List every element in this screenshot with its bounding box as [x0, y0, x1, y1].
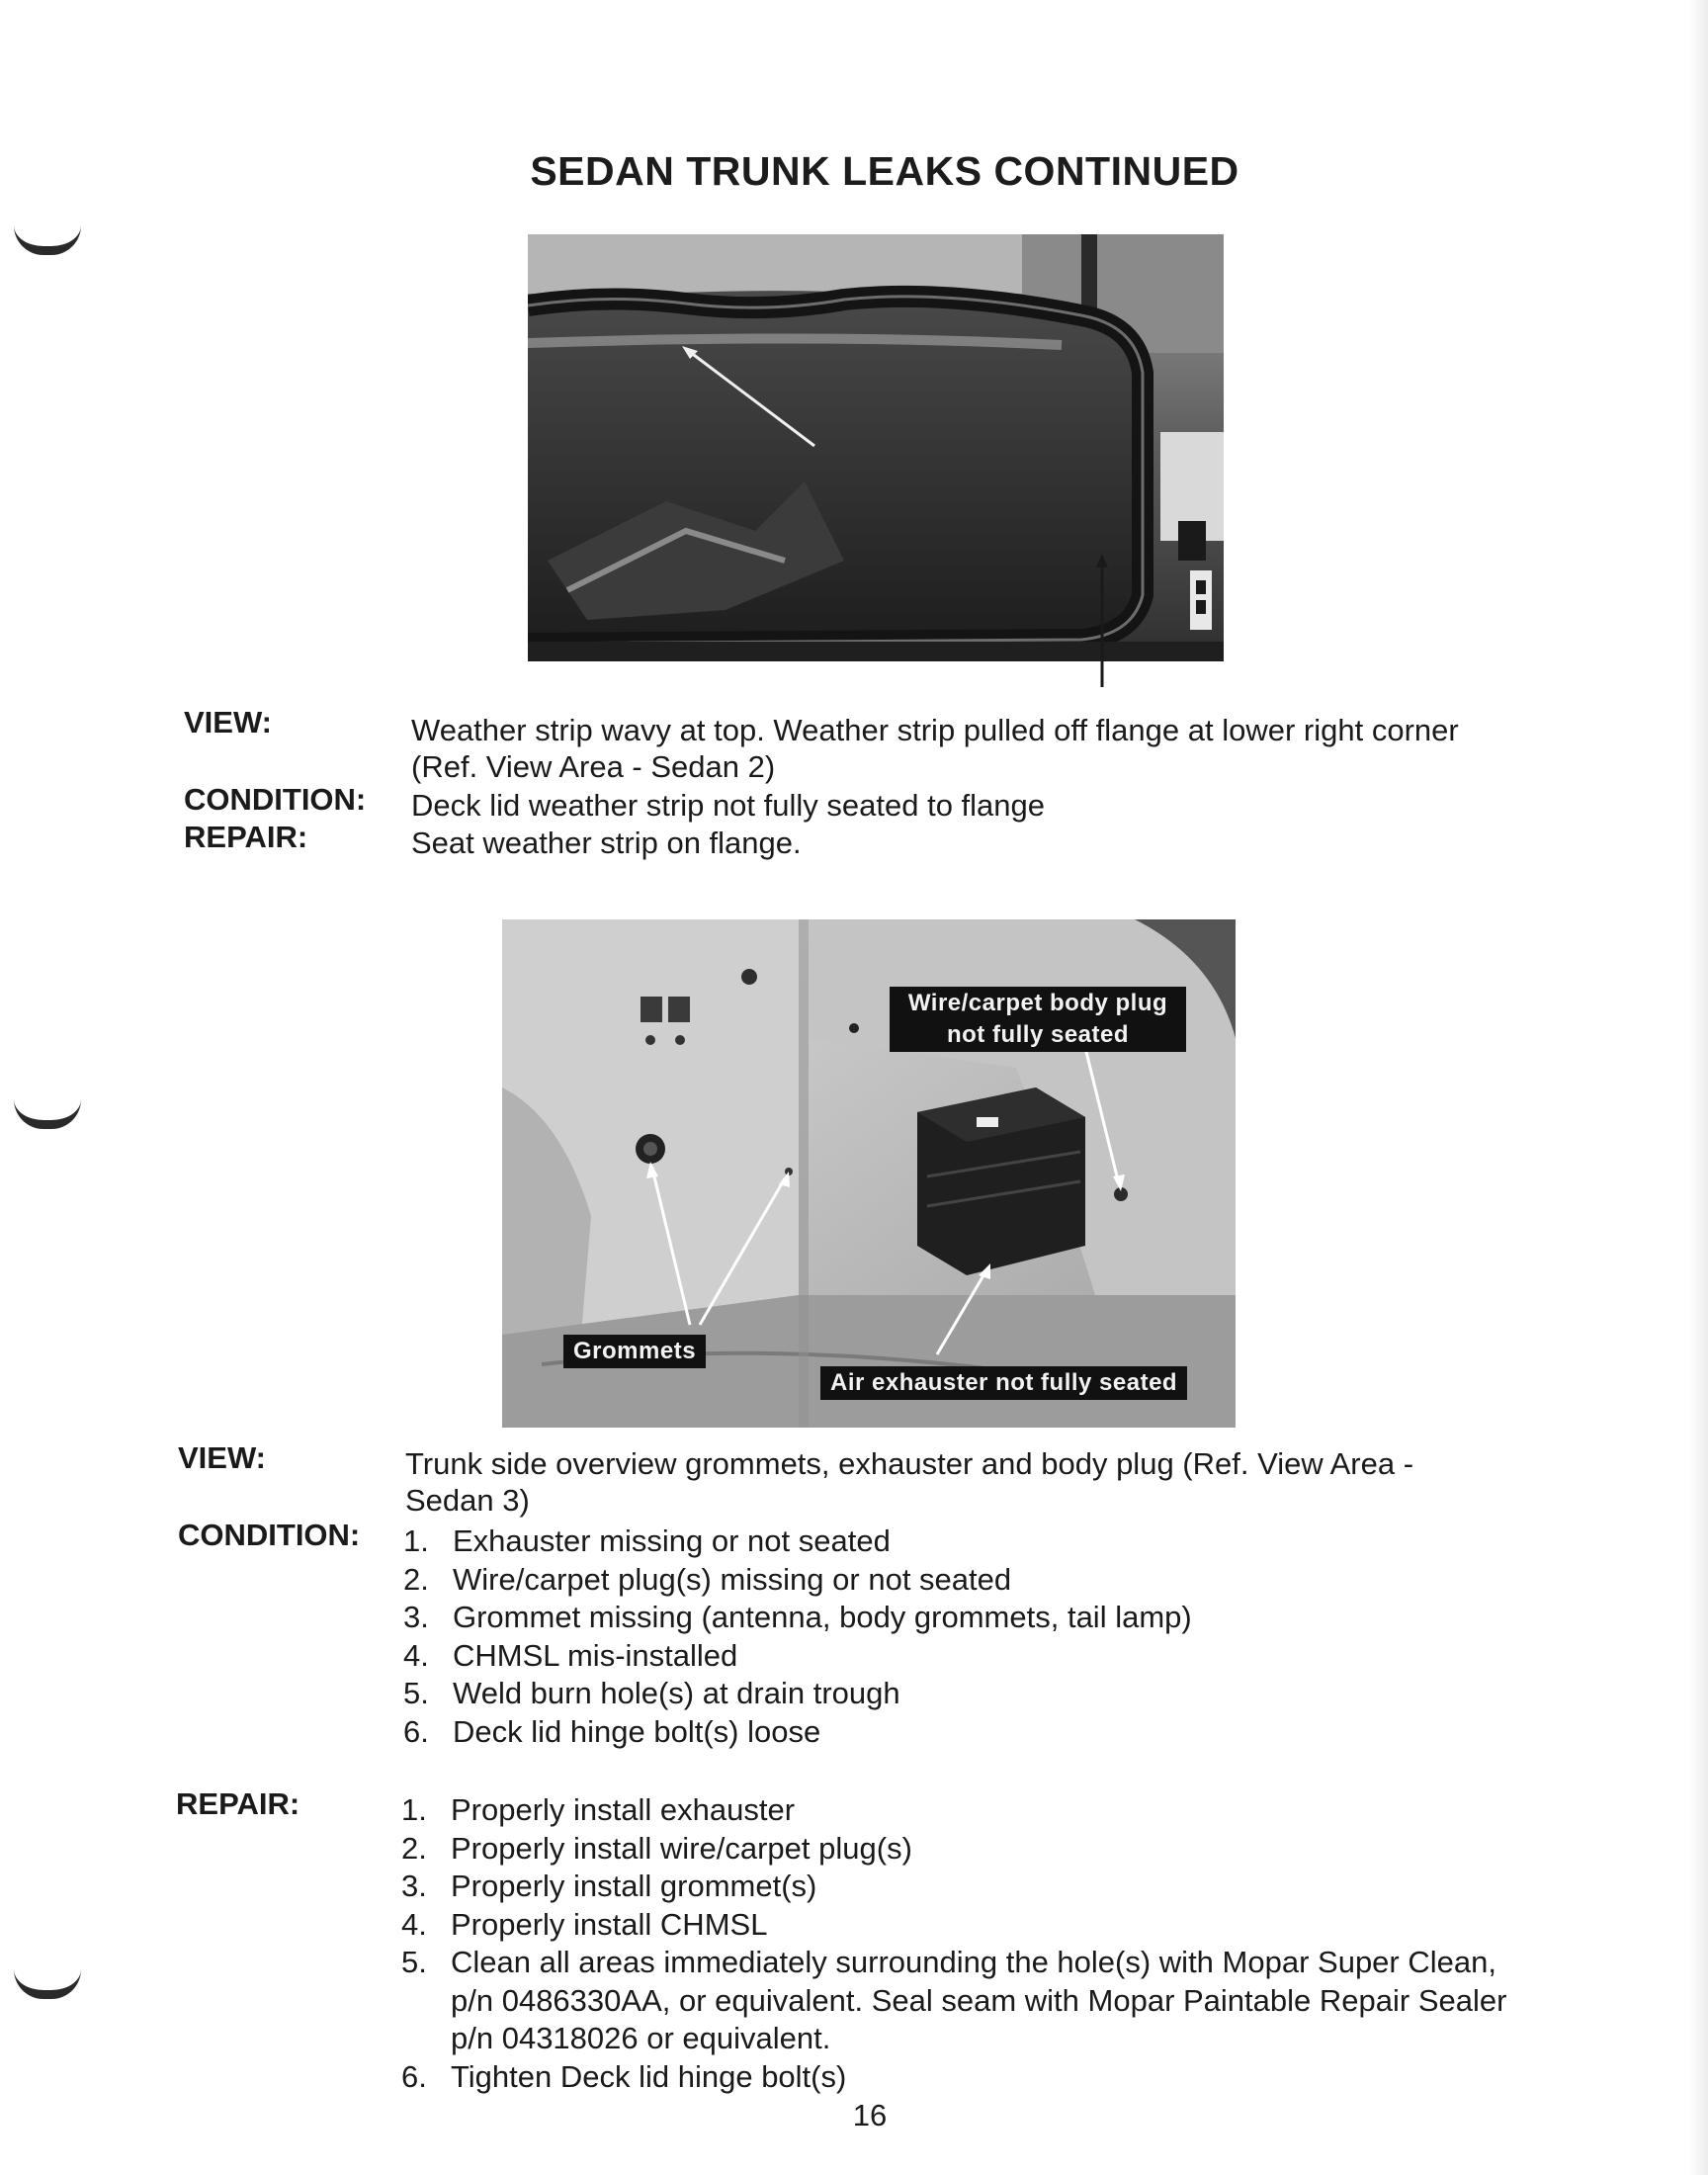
list-item: 6. Deck lid hinge bolt(s) loose	[403, 1713, 821, 1749]
repair-text: Seat weather strip on flange.	[411, 826, 802, 860]
callout-grommets: Grommets	[563, 1335, 706, 1368]
scan-edge-shadow	[1688, 0, 1708, 2175]
page-number: 16	[852, 2098, 888, 2132]
list-item: 6. Tighten Deck lid hinge bolt(s)	[401, 2058, 847, 2094]
binder-hole-top	[14, 225, 81, 255]
callout-body-plug	[890, 987, 1186, 1052]
repair-label: REPAIR:	[184, 820, 308, 854]
list-item: 5. Weld burn hole(s) at drain trough	[403, 1676, 900, 1710]
repair-label-2: REPAIR:	[176, 1786, 300, 1821]
view-text-2-line1: Trunk side overview grommets, exhauster and body plug (Ref. View Area -	[405, 1446, 1414, 1481]
list-item: 1. Properly install exhauster	[401, 1792, 796, 1827]
condition-list	[403, 1522, 1589, 1751]
repair-list	[401, 1791, 1538, 2096]
view-text-2-line2: Sedan 3)	[405, 1483, 530, 1518]
list-item: 2. Properly install wire/carpet plug(s)	[401, 1830, 912, 1866]
view-text-line2: (Ref. View Area - Sedan 2)	[411, 749, 776, 784]
view-label-2: VIEW:	[178, 1440, 266, 1475]
binder-hole-bottom	[14, 1969, 81, 1999]
list-item: 5. Clean all areas immediately surrounding the hole(s) with Mopar Super Clean, p/n 0486330AA, or equivalent. Seal seam with Mopar Paintable Repair Sealer p/n 04318026 or equivalent.	[401, 1945, 1507, 2055]
callout-body-plug-line2: not fully seated	[946, 1021, 1130, 1048]
list-item: 4. CHMSL mis-installed	[403, 1637, 738, 1673]
view-text-line1: Weather strip wavy at top. Weather strip pulled off flange at lower right corner	[411, 713, 1459, 747]
condition-label: CONDITION:	[184, 782, 367, 817]
list-item: 4. Properly install CHMSL	[401, 1906, 768, 1942]
page-title: SEDAN TRUNK LEAKS CONTINUED	[530, 148, 1239, 194]
list-item: 3. Properly install grommet(s)	[401, 1869, 817, 1903]
arrow-pointer-icon	[1087, 554, 1117, 692]
list-item: 3. Grommet missing (antenna, body grommets, tail lamp)	[403, 1600, 1192, 1634]
callout-body-plug-line1: Wire/carpet body plug	[907, 990, 1168, 1016]
binder-hole-middle	[14, 1099, 81, 1129]
condition-text: Deck lid weather strip not fully seated to flange	[411, 788, 1046, 823]
callout-air-exhauster: Air exhauster not fully seated	[820, 1366, 1187, 1400]
condition-label-2: CONDITION:	[178, 1518, 361, 1552]
trunk-weatherstrip-photo-icon	[528, 234, 1224, 661]
trunk-side-overview-photo-icon	[502, 919, 1236, 1428]
list-item: 1. Exhauster missing or not seated	[403, 1523, 891, 1558]
view-label: VIEW:	[184, 705, 272, 740]
list-item: 2. Wire/carpet plug(s) missing or not seated	[403, 1561, 1012, 1597]
